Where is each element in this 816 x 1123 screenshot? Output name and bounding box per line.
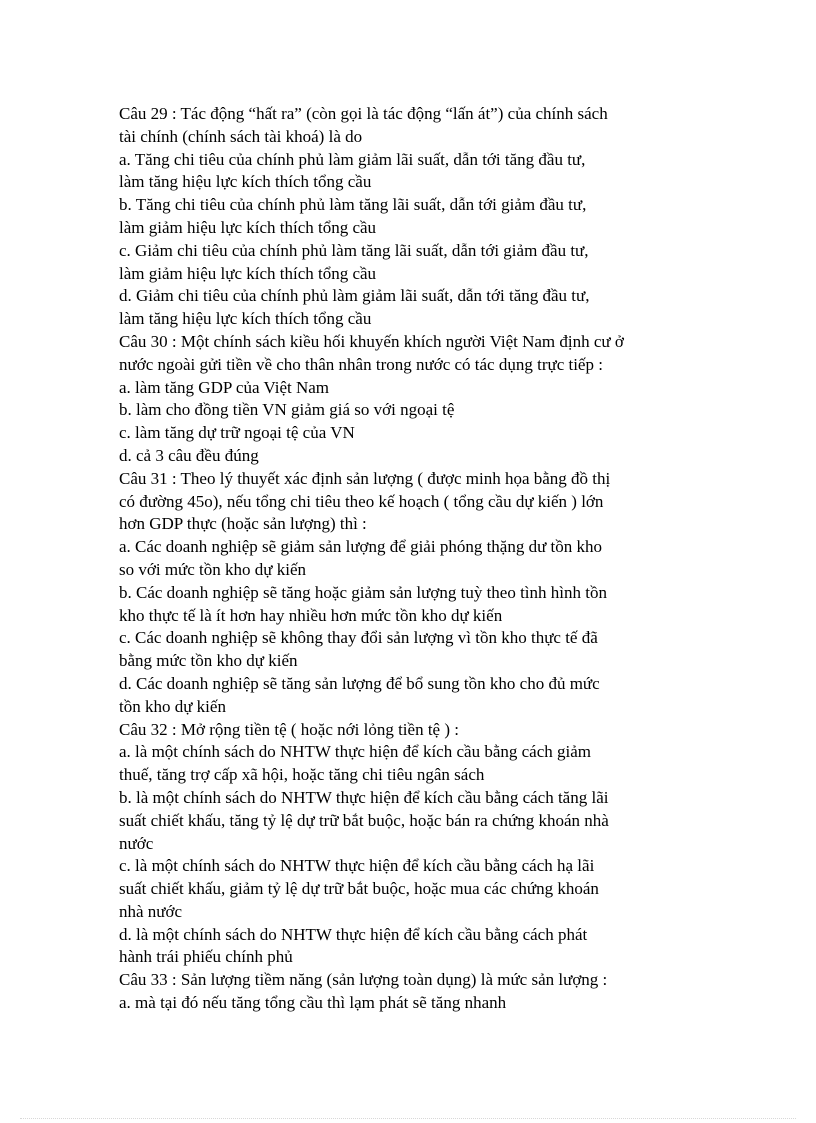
question-29-option-d-line-1: d. Giảm chi tiêu của chính phủ làm giảm lãi suất, dẫn tới tăng đầu tư, xyxy=(119,286,590,306)
question-31-option-a-line-2: so với mức tồn kho dự kiến xyxy=(119,559,307,579)
question-31-option-d-line-1: d. Các doanh nghiệp sẽ tăng sản lượng để bổ sung tồn kho cho đủ mức xyxy=(119,673,600,693)
question-31-option-c-line-2: bằng mức tồn kho dự kiến xyxy=(119,651,298,671)
question-32-option-a-line-2: thuế, tăng trợ cấp xã hội, hoặc tăng chi tiêu ngân sách xyxy=(119,765,485,785)
question-32-option-c-line-3: nhà nước xyxy=(119,901,183,921)
question-32-stem: Câu 32 : Mở rộng tiền tệ ( hoặc nới lỏng tiền tệ ) : xyxy=(119,719,459,739)
question-29-option-a-line-2: làm tăng hiệu lực kích thích tổng cầu xyxy=(119,172,372,192)
question-32-option-c-line-1: c. là một chính sách do NHTW thực hiện để kích cầu bằng cách hạ lãi xyxy=(119,856,595,876)
question-29-option-a-line-1: a. Tăng chi tiêu của chính phủ làm giảm lãi suất, dẫn tới tăng đầu tư, xyxy=(119,149,586,169)
question-29-option-d-line-2: làm tăng hiệu lực kích thích tổng cầu xyxy=(119,309,372,329)
question-31-stem-line-2: có đường 45o), nếu tổng chi tiêu theo kế hoạch ( tổng cầu dự kiến ) lớn xyxy=(119,491,604,511)
question-30-stem-line-1: Câu 30 : Một chính sách kiều hối khuyến khích người Việt Nam định cư ở xyxy=(119,331,624,351)
question-31-option-b-line-2: kho thực tế là ít hơn hay nhiều hơn mức tồn kho dự kiến xyxy=(119,605,503,625)
question-32-option-b-line-3: nước xyxy=(119,833,154,853)
document-body xyxy=(119,103,689,1015)
question-32-option-c-line-2: suất chiết khấu, giảm tỷ lệ dự trữ bắt buộc, hoặc mua các chứng khoán xyxy=(119,879,599,899)
question-32-option-b-line-2: suất chiết khấu, tăng tỷ lệ dự trữ bắt buộc, hoặc bán ra chứng khoán nhà xyxy=(119,810,609,830)
question-29-stem-line-1: Câu 29 : Tác động “hất ra” (còn gọi là tác động “lấn át”) của chính sách xyxy=(119,104,608,123)
question-30-option-a: a. làm tăng GDP của Việt Nam xyxy=(119,377,330,397)
question-31-option-a-line-1: a. Các doanh nghiệp sẽ giảm sản lượng để giải phóng thặng dư tồn kho xyxy=(119,537,603,557)
question-32-option-a-line-1: a. là một chính sách do NHTW thực hiện để kích cầu bằng cách giảm xyxy=(119,742,591,762)
question-31-option-d-line-2: tồn kho dự kiến xyxy=(119,696,226,716)
question-29-option-c-line-2: làm giảm hiệu lực kích thích tổng cầu xyxy=(119,263,377,283)
question-30-option-c: c. làm tăng dự trữ ngoại tệ của VN xyxy=(119,423,355,443)
question-31-stem-line-1: Câu 31 : Theo lý thuyết xác định sản lượng ( được minh họa bằng đồ thị xyxy=(119,468,611,488)
question-31-option-c-line-1: c. Các doanh nghiệp sẽ không thay đổi sản lượng vì tồn kho thực tế đã xyxy=(119,628,598,648)
question-29-stem-line-2: tài chính (chính sách tài khoá) là do xyxy=(119,126,363,146)
question-32-option-d-line-1: d. là một chính sách do NHTW thực hiện để kích cầu bằng cách phát xyxy=(119,924,588,944)
question-32-option-d-line-2: hành trái phiếu chính phủ xyxy=(119,947,293,967)
question-29-option-b-line-1: b. Tăng chi tiêu của chính phủ làm tăng lãi suất, dẫn tới giảm đầu tư, xyxy=(119,195,587,215)
page-bottom-divider xyxy=(20,1118,796,1119)
question-31-stem-line-3: hơn GDP thực (hoặc sản lượng) thì : xyxy=(119,514,367,534)
question-30-option-d: d. cả 3 câu đều đúng xyxy=(119,445,259,465)
question-33-stem: Câu 33 : Sản lượng tiềm năng (sản lượng toàn dụng) là mức sản lượng : xyxy=(119,970,608,990)
question-30-stem-line-2: nước ngoài gửi tiền về cho thân nhân trong nước có tác dụng trực tiếp : xyxy=(119,354,603,374)
question-32-option-b-line-1: b. là một chính sách do NHTW thực hiện để kích cầu bằng cách tăng lãi xyxy=(119,787,609,807)
question-29-option-c-line-1: c. Giảm chi tiêu của chính phủ làm tăng lãi suất, dẫn tới giảm đầu tư, xyxy=(119,240,589,260)
question-29-option-b-line-2: làm giảm hiệu lực kích thích tổng cầu xyxy=(119,217,377,237)
question-30-option-b: b. làm cho đồng tiền VN giảm giá so với ngoại tệ xyxy=(119,400,455,420)
question-31-option-b-line-1: b. Các doanh nghiệp sẽ tăng hoặc giảm sản lượng tuỳ theo tình hình tồn xyxy=(119,582,607,602)
question-33-option-a: a. mà tại đó nếu tăng tổng cầu thì lạm phát sẽ tăng nhanh xyxy=(119,993,507,1013)
